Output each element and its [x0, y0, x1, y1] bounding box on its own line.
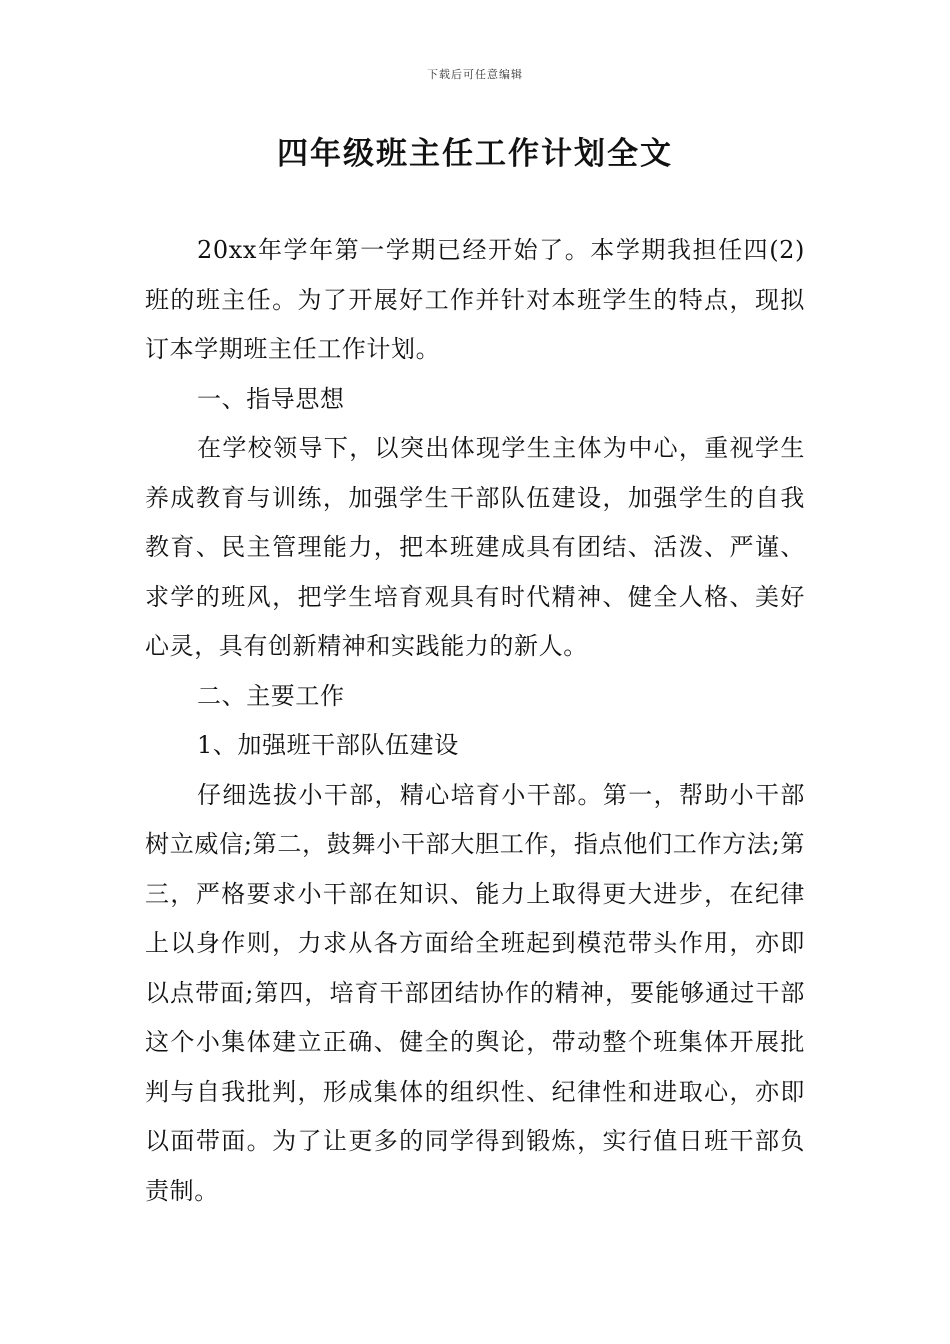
header-note: 下载后可任意编辑 [427, 68, 523, 81]
document-body [145, 226, 805, 1216]
guiding-ideology-paragraph: 在学校领导下，以突出体现学生主体为中心，重视学生养成教育与训练，加强学生干部队伍建设，加强学生的自我教育、民主管理能力，把本班建成具有团结、活泼、严谨、求学的班风，把学生培育观具有时代精神、健全人格、美好心灵，具有创新精神和实践能力的新人。 [145, 434, 805, 660]
document-title: 四年级班主任工作计划全文 [277, 136, 673, 172]
section-heading-guiding-ideology: 一、指导思想 [197, 384, 345, 413]
intro-paragraph: 20xx年学年第一学期已经开始了。本学期我担任四(2)班的班主任。为了开展好工作并针对本班学生的特点，现拟订本学期班主任工作计划。 [145, 236, 805, 363]
class-cadre-paragraph: 仔细选拔小干部，精心培育小干部。第一，帮助小干部树立威信;第二，鼓舞小干部大胆工作，指点他们工作方法;第三，严格要求小干部在知识、能力上取得更大进步，在纪律上以身作则，力求从各方面给全班起到模范带头作用，亦即以点带面;第四，培育干部团结协作的精神，要能够通过干部这个小集体建立正确、健全的舆论，带动整个班集体开展批判与自我批判，形成集体的组织性、纪律性和进取心，亦即以面带面。为了让更多的同学得到锻炼，实行值日班干部负责制。 [145, 780, 805, 1205]
section-heading-main-work: 二、主要工作 [197, 681, 345, 710]
subheading-class-cadre: 1、加强班干部队伍建设 [197, 731, 459, 759]
